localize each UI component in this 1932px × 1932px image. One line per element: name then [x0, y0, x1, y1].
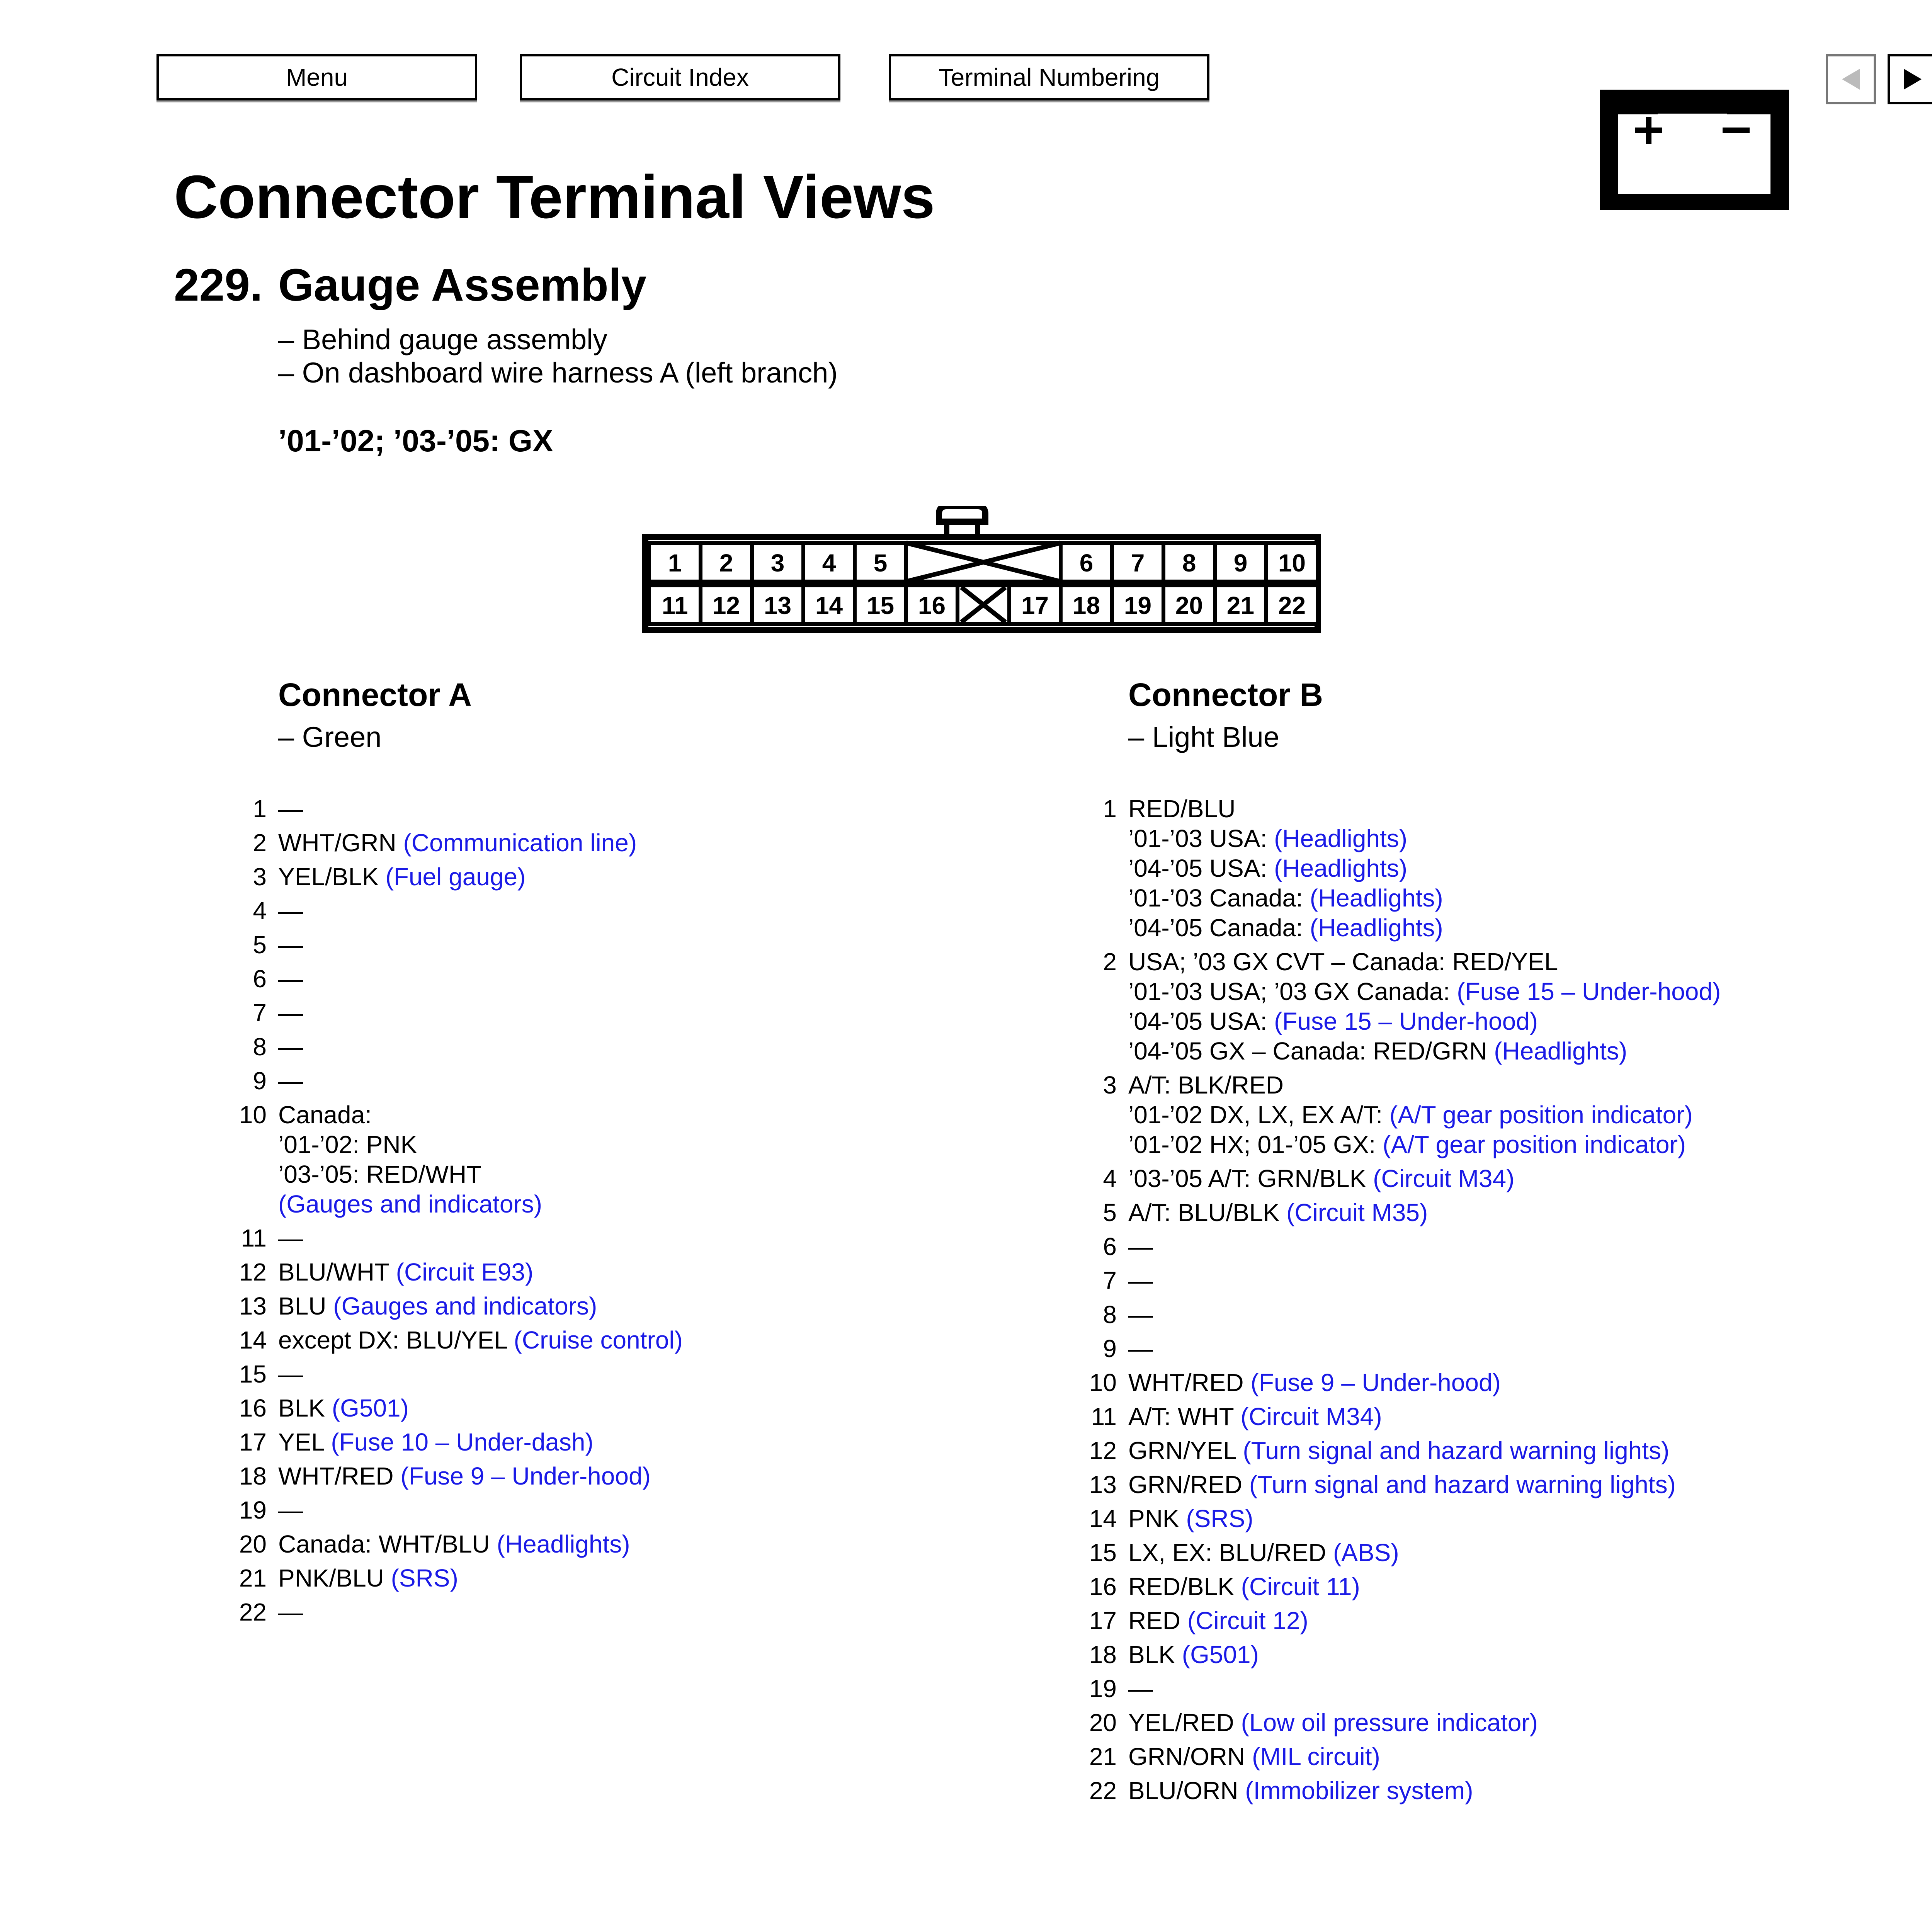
location-line: – On dashboard wire harness A (left branch)	[278, 357, 838, 389]
terminal-7-label: 7	[1131, 549, 1145, 577]
circuit-link[interactable]: (Headlights)	[1274, 854, 1408, 882]
pin-description	[278, 1529, 630, 1559]
pin-number: 14	[1089, 1505, 1117, 1532]
wire-info: —	[1128, 1267, 1153, 1294]
connector-a-pin-list	[236, 794, 683, 1631]
connector-a-title: Connector A	[278, 677, 472, 713]
menu-button[interactable]: Menu	[156, 54, 477, 100]
circuit-link[interactable]: (Fuel gauge)	[385, 863, 526, 891]
battery-icon	[1600, 90, 1789, 210]
connector-b-pin-6	[1086, 1232, 1721, 1262]
pin-number: 20	[1089, 1709, 1117, 1736]
connector-a-pin-5	[236, 930, 683, 960]
circuit-link[interactable]: (Circuit 12)	[1187, 1607, 1308, 1634]
wire-info: —	[278, 1033, 303, 1061]
wire-info: ’04-’05 USA:	[1128, 1007, 1274, 1035]
pin-description	[1128, 1266, 1153, 1296]
pin-description	[1128, 1606, 1308, 1636]
pin-description	[1128, 1708, 1538, 1738]
pin-description	[278, 998, 303, 1028]
pin-description	[278, 1461, 651, 1491]
circuit-link[interactable]: (Turn signal and hazard warning lights)	[1243, 1437, 1670, 1464]
connector-a-pin-2	[236, 828, 683, 858]
wire-info: —	[278, 1224, 303, 1252]
pin-number: 16	[239, 1394, 267, 1422]
pin-description	[278, 1325, 683, 1355]
circuit-link[interactable]: (Headlights)	[1494, 1037, 1628, 1065]
circuit-link[interactable]: (MIL circuit)	[1252, 1743, 1380, 1770]
wire-info: ’01-’03 USA; ’03 GX Canada:	[1128, 978, 1457, 1005]
terminal-14-label: 14	[815, 592, 843, 619]
pin-description	[278, 1291, 597, 1321]
pin-description	[278, 930, 303, 960]
pin-number: 15	[239, 1360, 267, 1388]
wire-info: A/T: WHT	[1128, 1403, 1241, 1430]
connector-a-pin-20	[236, 1529, 683, 1559]
wire-info: ’04-’05 Canada:	[1128, 914, 1310, 942]
connector-a-pin-3	[236, 862, 683, 892]
circuit-link[interactable]: (Cruise control)	[514, 1326, 683, 1354]
terminal-13-label: 13	[764, 592, 792, 619]
pin-number: 13	[1089, 1471, 1117, 1498]
pin-number: 6	[253, 965, 267, 993]
pin-description	[1128, 794, 1443, 943]
pin-number: 4	[1103, 1165, 1117, 1192]
pin-description	[1128, 1470, 1676, 1500]
pin-description	[278, 1066, 303, 1096]
pin-description	[278, 1495, 303, 1525]
wire-info: GRN/RED	[1128, 1471, 1249, 1498]
pin-description	[278, 1359, 303, 1389]
wire-info: WHT/GRN	[278, 829, 403, 857]
circuit-link[interactable]: (Circuit E93)	[396, 1258, 534, 1286]
wire-info: Canada: WHT/BLU	[278, 1530, 497, 1558]
section-title: Gauge Assembly	[278, 260, 647, 311]
wire-info: BLK	[278, 1394, 332, 1422]
wire-info: ’04-’05 USA:	[1128, 854, 1274, 882]
connector-b-title: Connector B	[1128, 677, 1323, 713]
terminal-16-label: 16	[918, 592, 946, 619]
pin-description	[278, 1427, 594, 1457]
pin-description	[1128, 1640, 1259, 1670]
connector-a-pin-15	[236, 1359, 683, 1389]
pin-description	[1128, 1776, 1473, 1806]
circuit-link[interactable]: (Headlights)	[1274, 825, 1408, 852]
connector-b-pin-15	[1086, 1538, 1721, 1568]
pin-number: 2	[253, 829, 267, 857]
circuit-link[interactable]: (Immobilizer system)	[1245, 1777, 1473, 1804]
wire-info: —	[278, 965, 303, 993]
pin-number: 13	[239, 1292, 267, 1320]
terminal-11-label: 11	[662, 592, 688, 619]
pin-number: 8	[1103, 1301, 1117, 1328]
circuit-link[interactable]: (Low oil pressure indicator)	[1241, 1709, 1538, 1736]
wire-info: YEL	[278, 1428, 331, 1456]
circuit-link[interactable]: (SRS)	[391, 1564, 458, 1592]
terminal-22-label: 22	[1278, 592, 1306, 619]
connector-b-pin-13	[1086, 1470, 1721, 1500]
circuit-link[interactable]: (Circuit M34)	[1373, 1165, 1515, 1192]
wire-info: —	[278, 1067, 303, 1095]
terminal-18-label: 18	[1072, 592, 1100, 619]
wire-info: —	[278, 931, 303, 959]
connector-a-pin-4	[236, 896, 683, 926]
circuit-link[interactable]: (A/T gear position indicator)	[1389, 1101, 1693, 1129]
pin-number: 4	[253, 897, 267, 925]
circuit-link[interactable]: (G501)	[332, 1394, 409, 1422]
wire-info: ’04-’05 GX – Canada: RED/GRN	[1128, 1037, 1494, 1065]
location-line: – Behind gauge assembly	[278, 323, 607, 355]
pin-description	[1128, 1674, 1153, 1704]
circuit-link[interactable]: (Circuit 11)	[1241, 1573, 1360, 1600]
pin-number: 15	[1089, 1539, 1117, 1566]
pin-number: 3	[253, 863, 267, 891]
next-page-icon	[1899, 66, 1926, 93]
connector-a-pin-12	[236, 1257, 683, 1287]
wire-info: —	[1128, 1301, 1153, 1328]
wire-info: ’01-’02: PNK	[278, 1131, 417, 1158]
prev-page-button[interactable]	[1826, 54, 1876, 104]
circuit-index-button[interactable]: Circuit Index	[520, 54, 840, 100]
pin-number: 17	[1089, 1607, 1117, 1634]
circuit-link[interactable]: (Fuse 9 – Under-hood)	[1250, 1369, 1501, 1396]
wire-info: —	[278, 897, 303, 925]
pin-description	[1128, 1538, 1399, 1568]
connector-a-pin-9	[236, 1066, 683, 1096]
terminal-8-label: 8	[1182, 549, 1196, 577]
pin-number: 18	[239, 1462, 267, 1490]
connector-b-pin-1	[1086, 794, 1721, 943]
connector-a-pin-13	[236, 1291, 683, 1321]
circuit-link[interactable]: (Circuit M35)	[1286, 1199, 1428, 1226]
connector-a-pin-14	[236, 1325, 683, 1355]
wire-info: WHT/RED	[1128, 1369, 1251, 1396]
wire-info: BLU/WHT	[278, 1258, 396, 1286]
pin-number: 9	[1103, 1335, 1117, 1362]
terminal-numbering-button[interactable]: Terminal Numbering	[889, 54, 1209, 100]
prev-page-icon	[1837, 66, 1864, 93]
pin-number: 7	[253, 999, 267, 1027]
wire-info: YEL/RED	[1128, 1709, 1241, 1736]
connector-a-pin-18	[236, 1461, 683, 1491]
wire-info: —	[278, 795, 303, 823]
connector-b-pin-12	[1086, 1436, 1721, 1466]
circuit-link[interactable]: (Gauges and indicators)	[278, 1190, 543, 1218]
pin-description	[278, 1563, 458, 1593]
wire-info: BLK	[1128, 1641, 1182, 1668]
pin-number: 12	[1089, 1437, 1117, 1464]
connector-b-pin-11	[1086, 1402, 1721, 1432]
pin-number: 11	[1091, 1403, 1117, 1430]
wire-info: GRN/YEL	[1128, 1437, 1243, 1464]
connector-b-color: – Light Blue	[1128, 721, 1279, 753]
circuit-link[interactable]: (G501)	[1182, 1641, 1259, 1668]
pin-number: 14	[239, 1326, 267, 1354]
pin-description	[278, 896, 303, 926]
pin-number: 22	[239, 1598, 267, 1626]
pin-description	[1128, 1368, 1501, 1398]
connector-a-pin-17	[236, 1427, 683, 1457]
wire-info: except DX: BLU/YEL	[278, 1326, 514, 1354]
pin-description	[1128, 1402, 1382, 1432]
wire-info: PNK/BLU	[278, 1564, 391, 1592]
terminal-4-label: 4	[822, 549, 836, 577]
connector-b-pin-19	[1086, 1674, 1721, 1704]
circuit-link[interactable]: (Fuse 10 – Under-dash)	[331, 1428, 594, 1456]
connector-a-color: – Green	[278, 721, 382, 753]
connector-a-pin-21	[236, 1563, 683, 1593]
circuit-link[interactable]: (ABS)	[1333, 1539, 1399, 1566]
wire-info: BLU/ORN	[1128, 1777, 1245, 1804]
terminal-20-label: 20	[1175, 592, 1203, 619]
connector-a-pin-7	[236, 998, 683, 1028]
pin-description	[278, 1393, 409, 1423]
pin-number: 5	[1103, 1199, 1117, 1226]
terminal-1-label: 1	[668, 549, 682, 577]
wire-info: —	[278, 1598, 303, 1626]
pin-number: 10	[239, 1101, 267, 1129]
pin-description	[278, 1032, 303, 1062]
pin-number: 8	[253, 1033, 267, 1061]
connector-b-pin-10	[1086, 1368, 1721, 1398]
pin-description	[1128, 1300, 1153, 1330]
wire-info: RED	[1128, 1607, 1187, 1634]
next-page-button[interactable]	[1888, 54, 1932, 104]
pin-description	[1128, 947, 1721, 1066]
connector-b-pin-8	[1086, 1300, 1721, 1330]
wire-info: —	[1128, 1335, 1153, 1362]
wire-info: GRN/ORN	[1128, 1743, 1252, 1770]
pin-number: 18	[1089, 1641, 1117, 1668]
pin-description	[1128, 1334, 1153, 1364]
circuit-link[interactable]: (Fuse 9 – Under-hood)	[400, 1462, 651, 1490]
circuit-link[interactable]: (Headlights)	[1310, 884, 1443, 912]
terminal-10-label: 10	[1278, 549, 1306, 577]
connector-a-pin-19	[236, 1495, 683, 1525]
pin-description	[278, 1100, 542, 1219]
terminal-2-label: 2	[719, 549, 733, 577]
pin-number: 6	[1103, 1233, 1117, 1260]
connector-a-pin-10	[236, 1100, 683, 1219]
connector-b-pin-5	[1086, 1198, 1721, 1228]
wire-info: YEL/BLK	[278, 863, 386, 891]
terminal-17-label: 17	[1021, 592, 1049, 619]
terminal-3-label: 3	[770, 549, 785, 577]
wire-info: RED/BLK	[1128, 1573, 1241, 1600]
connector-lock-tab	[939, 506, 985, 522]
terminal-15-label: 15	[866, 592, 895, 619]
pin-description	[1128, 1572, 1360, 1602]
pin-number: 21	[1089, 1743, 1117, 1770]
wire-info: ’01-’02 HX; 01-’05 GX:	[1128, 1131, 1383, 1158]
wire-info: ’01-’03 USA:	[1128, 825, 1274, 852]
circuit-link[interactable]: (Communication line)	[403, 829, 637, 857]
circuit-link[interactable]: (Turn signal and hazard warning lights)	[1249, 1471, 1676, 1498]
connector-a-pin-22	[236, 1597, 683, 1627]
pin-description	[278, 1223, 303, 1253]
wire-info: ’01-’02 DX, LX, EX A/T:	[1128, 1101, 1389, 1129]
wire-info: A/T: BLK/RED	[1128, 1071, 1284, 1099]
pin-number: 19	[239, 1496, 267, 1524]
terminal-19-label: 19	[1124, 592, 1152, 619]
terminal-12-label: 12	[712, 592, 740, 619]
pin-number: 1	[1103, 795, 1117, 823]
pin-number: 10	[1089, 1369, 1117, 1396]
pin-description	[278, 964, 303, 994]
circuit-link[interactable]: (Circuit M34)	[1240, 1403, 1382, 1430]
pin-description	[1128, 1070, 1693, 1160]
pin-description	[278, 828, 637, 858]
wire-info: BLU	[278, 1292, 333, 1320]
pin-description	[278, 862, 526, 892]
pin-number: 7	[1103, 1267, 1117, 1294]
wire-info: —	[1128, 1675, 1153, 1702]
terminal-9-label: 9	[1233, 549, 1248, 577]
connector-diagram	[641, 506, 1321, 638]
pin-description	[278, 1257, 533, 1287]
pin-description	[1128, 1436, 1669, 1466]
connector-a-pin-6	[236, 964, 683, 994]
connector-b-pin-17	[1086, 1606, 1721, 1636]
pin-description	[1128, 1742, 1380, 1772]
pin-number: 22	[1089, 1777, 1117, 1804]
pin-number: 3	[1103, 1071, 1117, 1099]
wire-info: PNK	[1128, 1505, 1186, 1532]
wire-info: —	[278, 1360, 303, 1388]
model-applicability: ’01-’02; ’03-’05: GX	[278, 423, 553, 458]
circuit-link[interactable]: (Gauges and indicators)	[333, 1292, 597, 1320]
pin-number: 20	[239, 1530, 267, 1558]
terminal-5-label: 5	[873, 549, 888, 577]
pin-number: 5	[253, 931, 267, 959]
connector-a-pin-8	[236, 1032, 683, 1062]
connector-b-pin-4	[1086, 1164, 1721, 1194]
connector-a-pin-1	[236, 794, 683, 824]
pin-number: 9	[253, 1067, 267, 1095]
circuit-link[interactable]: (Headlights)	[497, 1530, 630, 1558]
connector-a-pin-11	[236, 1223, 683, 1253]
wire-info: RED/BLU	[1128, 795, 1236, 823]
terminal-21-label: 21	[1226, 592, 1255, 619]
pin-description	[278, 794, 303, 824]
wire-info: LX, EX: BLU/RED	[1128, 1539, 1333, 1566]
pin-description	[1128, 1504, 1253, 1534]
circuit-link[interactable]: (Fuse 15 – Under-hood)	[1274, 1007, 1538, 1035]
connector-a-pin-16	[236, 1393, 683, 1423]
pin-number: 16	[1089, 1573, 1117, 1600]
connector-b-pin-21	[1086, 1742, 1721, 1772]
connector-b-pin-3	[1086, 1070, 1721, 1160]
circuit-link[interactable]: (Fuse 15 – Under-hood)	[1457, 978, 1721, 1005]
connector-b-pin-14	[1086, 1504, 1721, 1534]
connector-b-pin-16	[1086, 1572, 1721, 1602]
circuit-link[interactable]: (Headlights)	[1310, 914, 1443, 942]
pin-number: 1	[253, 795, 267, 823]
wire-info: —	[278, 999, 303, 1027]
page-title: Connector Terminal Views	[174, 163, 935, 231]
connector-b-pin-20	[1086, 1708, 1721, 1738]
wire-info: —	[1128, 1233, 1153, 1260]
pin-description	[1128, 1198, 1428, 1228]
pin-number: 12	[239, 1258, 267, 1286]
circuit-link[interactable]: (SRS)	[1186, 1505, 1253, 1532]
connector-b-pin-22	[1086, 1776, 1721, 1806]
wire-info: Canada:	[278, 1101, 372, 1129]
pin-description	[1128, 1232, 1153, 1262]
connector-b-pin-7	[1086, 1266, 1721, 1296]
wire-info: ’01-’03 Canada:	[1128, 884, 1310, 912]
connector-b-pin-list	[1086, 794, 1721, 1810]
pin-number: 11	[241, 1224, 267, 1252]
connector-b-pin-9	[1086, 1334, 1721, 1364]
wire-info: USA; ’03 GX CVT – Canada: RED/YEL	[1128, 948, 1558, 976]
pin-description	[278, 1597, 303, 1627]
pin-number: 21	[239, 1564, 267, 1592]
wire-info: A/T: BLU/BLK	[1128, 1199, 1287, 1226]
pin-number: 2	[1103, 948, 1117, 976]
wire-info: ’03-’05: RED/WHT	[278, 1160, 482, 1188]
section-number: 229.	[174, 260, 263, 311]
pin-number: 17	[239, 1428, 267, 1456]
circuit-link[interactable]: (A/T gear position indicator)	[1383, 1131, 1686, 1158]
pin-description	[1128, 1164, 1514, 1194]
terminal-6-label: 6	[1079, 549, 1094, 577]
wire-info: ’03-’05 A/T: GRN/BLK	[1128, 1165, 1373, 1192]
connector-b-pin-2	[1086, 947, 1721, 1066]
pin-number: 19	[1089, 1675, 1117, 1702]
wire-info: WHT/RED	[278, 1462, 401, 1490]
wire-info: —	[278, 1496, 303, 1524]
connector-b-pin-18	[1086, 1640, 1721, 1670]
